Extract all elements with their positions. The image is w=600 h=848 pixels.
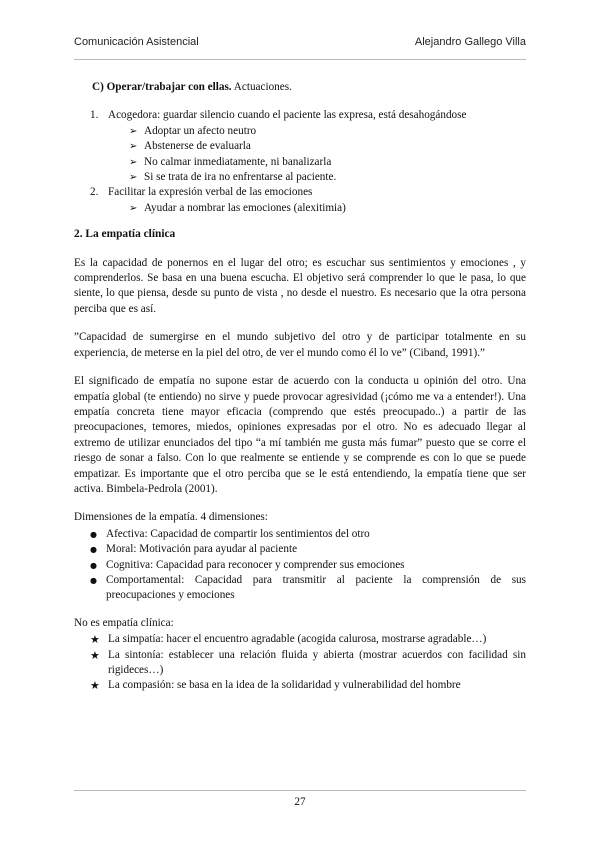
arrow-icon: ➢: [129, 172, 138, 184]
arrow-item: [74, 124, 526, 139]
section-heading: 2. La empatía clínica: [74, 228, 176, 241]
arrow-item: [74, 139, 526, 154]
arrow-icon: ➢: [129, 141, 138, 153]
arrow-icon: ➢: [129, 202, 138, 214]
arrow-item: [74, 170, 526, 185]
not-empathy-text: La simpatía: hacer el encuentro agradable (acogida calurosa, mostrarse agradable…): [108, 633, 487, 646]
arrow-icon: ➢: [129, 125, 138, 137]
bullet-icon: ●: [90, 560, 97, 570]
header-divider: [74, 59, 526, 60]
arrow-icon: ➢: [129, 156, 138, 168]
header-author: Alejandro Gallego Villa: [414, 36, 526, 48]
page-content: [74, 80, 526, 694]
star-icon: ★: [90, 648, 100, 662]
arrow-item-text: Abstenerse de evaluarla: [144, 140, 251, 153]
arrow-item-text: Ayudar a nombrar las emociones (alexitimia): [144, 201, 346, 214]
dimension-item: [74, 558, 526, 573]
item-number: 2.: [90, 186, 99, 199]
dimension-item: [74, 573, 526, 604]
section-c-rest: Actuaciones.: [231, 81, 292, 93]
dimension-item: [74, 527, 526, 542]
dimension-text: Moral: Motivación para ayudar al paciente: [106, 543, 298, 556]
bullet-icon: ●: [90, 545, 97, 555]
arrow-item-text: Adoptar un afecto neutro: [144, 124, 257, 137]
item-text: Acogedora: guardar silencio cuando el paciente las expresa, está desahogándose: [108, 109, 467, 122]
dimension-text: Comportamental: Capacidad para transmitir al paciente la comprensión de sus preocupaciones y emociones: [106, 573, 526, 602]
paragraph-quote: ”Capacidad de sumergirse en el mundo subjetivo del otro y de participar totalmente en su experiencia, de meterse en la piel del otro, de ver el mundo como él lo ve” (Ciband, 1991).”: [74, 331, 526, 359]
arrow-item: [74, 201, 526, 216]
not-empathy-item: [74, 632, 526, 647]
bullet-icon: ●: [90, 529, 97, 539]
section-c-bold: C) Operar/trabajar con ellas.: [92, 81, 232, 93]
arrow-sublist: [74, 124, 526, 186]
dimension-item: [74, 542, 526, 557]
sub-list-wrapper: [74, 201, 526, 216]
arrow-item-text: No calmar inmediatamente, ni banalizarla: [144, 155, 332, 168]
header-left-title: Comunicación Asistencial: [74, 36, 199, 48]
numbered-list: [74, 108, 526, 216]
section-c-title: [92, 80, 526, 95]
star-icon: ★: [90, 679, 100, 693]
not-empathy-intro: No es empatía clínica:: [74, 616, 174, 629]
numbered-item: [74, 185, 526, 200]
not-empathy-text: La compasión: se basa en la idea de la solidaridad y vulnerabilidad del hombre: [108, 679, 461, 692]
paragraph-definition: Es la capacidad de ponernos en el lugar del otro; es escuchar sus sentimientos y emociones , y comprenderlos. Se basa en una buena escucha. El objetivo será comprender lo que le pasa, lo que siente, lo que piensa, desde su punto de vista , no desde el nuestro. Es necesario que la otra persona perciba que es así.: [74, 256, 526, 315]
sub-list-wrapper: [74, 124, 526, 186]
numbered-item: [74, 108, 526, 123]
item-text: Facilitar la expresión verbal de las emociones: [108, 186, 313, 199]
arrow-sublist: [74, 201, 526, 216]
footer-divider: [74, 790, 526, 791]
not-empathy-item: [74, 678, 526, 693]
dimensions-intro: Dimensiones de la empatía. 4 dimensiones:: [74, 511, 268, 524]
page-number: 27: [294, 796, 306, 808]
dimension-text: Afectiva: Capacidad de compartir los sentimientos del otro: [106, 527, 370, 540]
item-number: 1.: [90, 109, 99, 122]
paragraph-meaning: El significado de empatía no supone estar de acuerdo con la conducta u opinión del otro. Una empatía global (te entiendo) no sirve y puede provocar agresividad (¡cómo me va a entender!). Una empatía concreta tiene mayor eficacia (comprendo que estés preocupado..) a partir de las preocupaciones, temores, miedos, opiniones expresadas por el otro. No es adecuado llegar al extremo de utilizar enunciados del tipo “a mí también me gusta más fumar” puesto que se corre el riesgo de sonar a falso. Con lo que realmente se entiende y se comprende es con lo que se puede empatizar. Es importante que el otro perciba que se le está entendiendo, la empatía tiene que ser activa. Bimbela-Pedrola (2001).: [74, 375, 526, 495]
dimension-text: Cognitiva: Capacidad para reconocer y comprender sus emociones: [106, 558, 405, 571]
not-empathy-text: La sintonía: establecer una relación fluida y abierta (mostrar acuerdos con facilidad sin rigideces…): [108, 648, 526, 676]
bullet-icon: ●: [90, 575, 97, 585]
star-icon: ★: [90, 633, 100, 647]
dimensions-list: [74, 527, 526, 604]
arrow-item-text: Si se trata de ira no enfrentarse al paciente.: [144, 171, 337, 184]
not-empathy-list: [74, 632, 526, 694]
not-empathy-item: [74, 648, 526, 679]
arrow-item: [74, 155, 526, 170]
